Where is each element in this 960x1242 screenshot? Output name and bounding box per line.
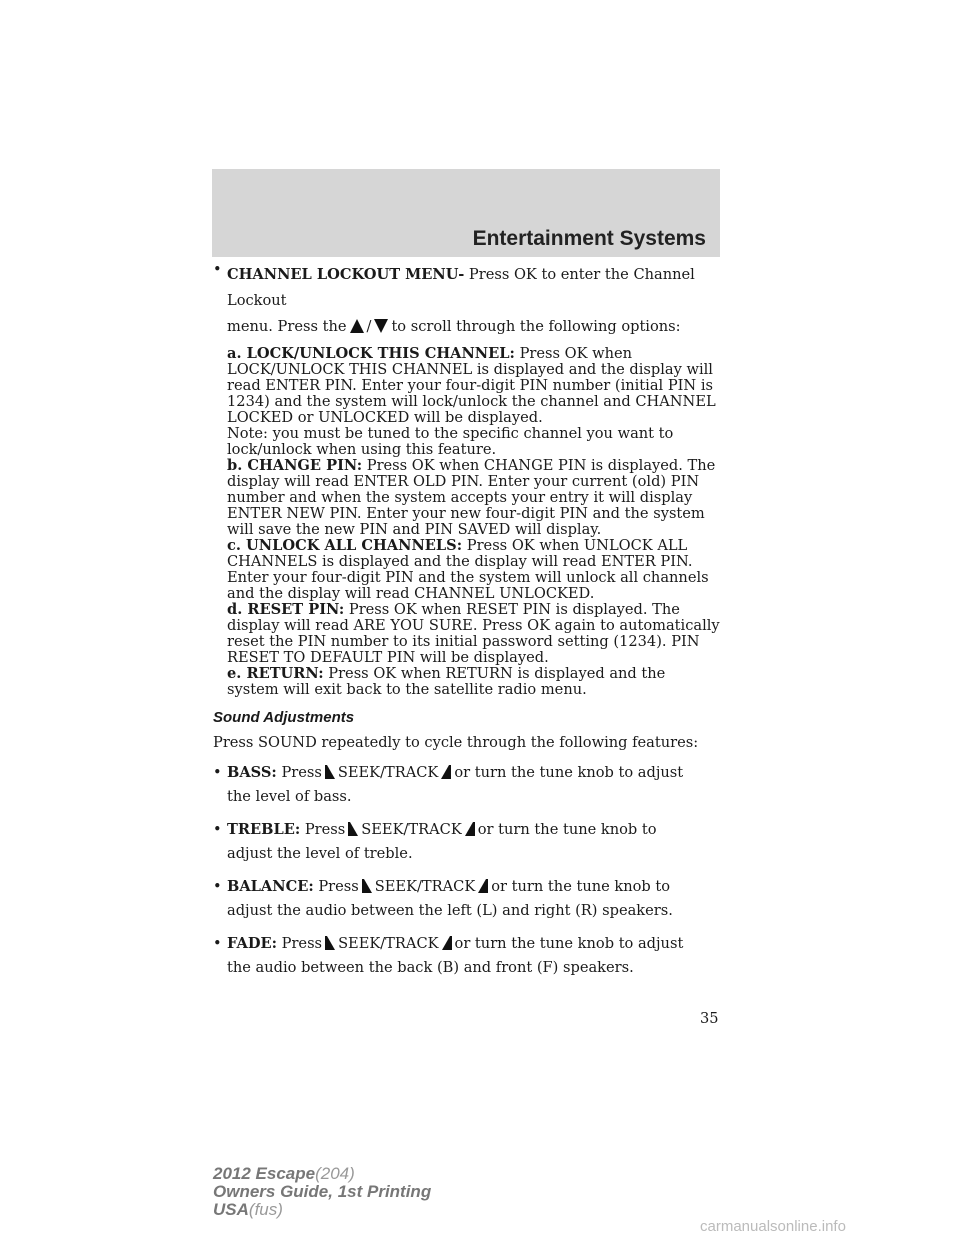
channel-lockout-bullet: • CHANNEL LOCKOUT MENU- Press OK to enter the Channel Lockout menu. Press the / to scroll through the following options: a. LOCK/UNLOCK THIS CHANNEL: Press OK when LOCK/UNLOCK THIS CHANNEL is displayed and the display will read ENTER PIN. Enter your four-digit PIN number (initial PIN is 1234) and the system will lock/unlock the channel and CHANNEL LOCKED or UNLOCKED will be displayed. Note: you must be tuned to the specific channel you want to lock/unlock when using this feature. b. CHANGE PIN: Press OK when CHANGE PIN is displayed. The display will read ENTER OLD PIN. Enter your current (old) PIN number and when the system accepts your entry it will display ENTER NEW PIN. Enter your new four-digit PIN and the system will save the new PIN and PIN SAVED will display. c. UNLOCK ALL CHANNELS: Press OK when UNLOCK ALL CHANNELS is displayed and the display will read ENTER PIN. Enter your four-digit PIN and the system will unlock all channels and the display will read CHANNEL UNLOCKED. d. RESET PIN: Press OK when RESET PIN is displayed. The display will read ARE YOU SURE. Press OK again to automatically reset the PIN number to its initial password setting (1234). PIN RESET TO DEFAULT PIN will be displayed. e. RETURN: Press OK when RETURN is displayed and the system will exit back to the satellite radio menu. — [213, 261, 720, 698]
sound-item-balance: • BALANCE: Press SEEK/TRACK or turn the tune knob to adjust the audio between the left (L) and right (R) speakers. — [213, 878, 673, 919]
lockout-option-b: b. CHANGE PIN: Press OK when CHANGE PIN is displayed. The display will read ENTER OLD PIN. Enter your current (old) PIN number and when the system accepts your entry it will display ENTER NEW PIN. Enter your new four-digit PIN and the system will save the new PIN and PIN SAVED will display. — [227, 457, 716, 538]
section-title: Entertainment Systems — [472, 227, 706, 250]
seek-back-icon — [348, 821, 358, 843]
print-footer: 2012 Escape(204) Owners Guide, 1st Printing USA(fus) — [213, 1164, 432, 1219]
sound-intro: Press SOUND repeatedly to cycle through the following features: — [213, 734, 699, 751]
seek-forward-icon — [478, 878, 488, 900]
seek-back-icon — [325, 764, 335, 786]
channel-lockout-label: CHANNEL LOCKOUT MENU- — [227, 266, 465, 283]
watermark: carmanualsonline.info — [700, 1218, 846, 1235]
lockout-option-a: a. LOCK/UNLOCK THIS CHANNEL: Press OK when LOCK/UNLOCK THIS CHANNEL is displayed and the display will read ENTER PIN. Enter your four-digit PIN number (initial PIN is 1234) and the system will lock/unlock the channel and CHANNEL LOCKED or UNLOCKED will be displayed. Note: you must be tuned to the specific channel you want to lock/unlock when using this feature. — [227, 345, 716, 458]
lockout-option-e: e. RETURN: Press OK when RETURN is displayed and the system will exit back to the satellite radio menu. — [227, 665, 666, 698]
sound-item-bass: • BASS: Press SEEK/TRACK or turn the tune knob to adjust the level of bass. — [213, 764, 684, 805]
lockout-note: Note: you must be tuned to the specific channel you want to lock/unlock when using this feature. — [227, 425, 674, 458]
sound-item-fade: • FADE: Press SEEK/TRACK or turn the tune knob to adjust the audio between the back (B) and front (F) speakers. — [213, 935, 684, 976]
sound-adjustments-heading: Sound Adjustments — [213, 709, 355, 726]
seek-forward-icon — [442, 935, 452, 957]
sound-item-treble: • TREBLE: Press SEEK/TRACK or turn the tune knob to adjust the level of treble. — [213, 821, 657, 862]
page-number: 35 — [700, 1010, 719, 1027]
seek-forward-icon — [441, 764, 451, 786]
seek-forward-icon — [465, 821, 475, 843]
down-arrow-icon — [374, 316, 388, 342]
bullet-dot: • — [213, 261, 222, 278]
seek-back-icon — [325, 935, 335, 957]
page-content — [213, 262, 721, 979]
lockout-option-d: d. RESET PIN: Press OK when RESET PIN is displayed. The display will read ARE YOU SURE. Press OK again to automatically reset the PIN number to its initial password setting (1234). PIN RESET TO DEFAULT PIN will be displayed. — [227, 601, 720, 666]
section-header-bar — [212, 169, 720, 257]
lockout-option-c: c. UNLOCK ALL CHANNELS: Press OK when UNLOCK ALL CHANNELS is displayed and the display will read ENTER PIN. Enter your four-digit PIN and the system will unlock all channels and the display will read CHANNEL UNLOCKED. — [227, 537, 709, 602]
up-arrow-icon — [350, 316, 364, 342]
channel-lockout-intro: Press OK to enter the Channel Lockout — [227, 266, 695, 309]
seek-back-icon — [362, 878, 372, 900]
